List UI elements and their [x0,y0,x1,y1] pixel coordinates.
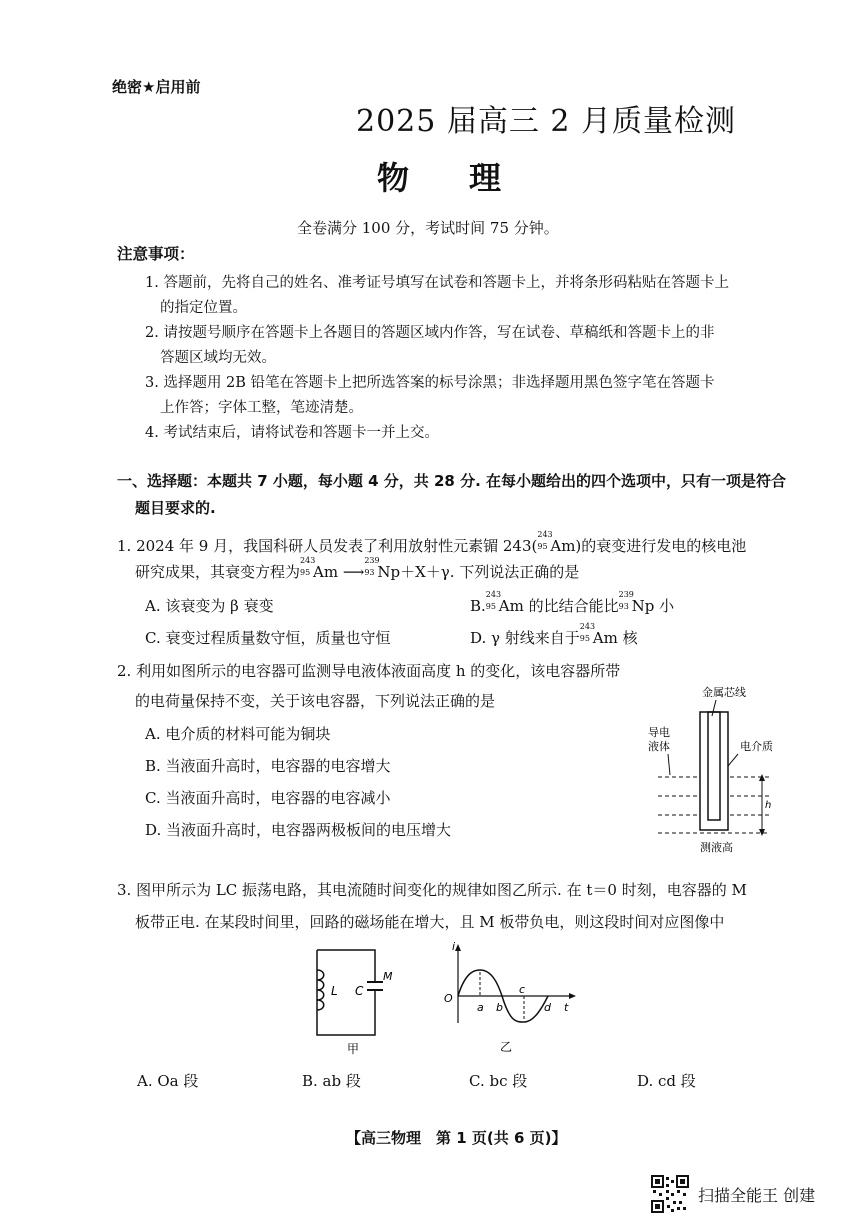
q1-option-c: C. 衰变过程质量数守恒，质量也守恒 [145,629,391,647]
q2-line1: 2. 利用如图所示的电容器可监测导电液体液面高度 h 的变化，该电容器所带 [117,662,621,680]
q3-option-c: C. bc 段 [469,1072,528,1090]
q3-line1: 3. 图甲所示为 LC 振荡电路，其电流随时间变化的规律如图乙所示. 在 t＝0 时刻，电容器的 M [117,881,747,899]
label-liquid-2: 液体 [648,740,670,753]
q1-line2: 研究成果，其衰变方程为 243 95 Am ⟶ 239 93 Np＋X＋γ. 下列说法正确的是 [135,556,580,581]
notice-item: 4. 考试结束后，请将试卷和答题卡一并上交。 [145,425,439,441]
notice-item: 3. 选择题用 2B 铅笔在答题卡上把所选答案的标号涂黑；非选择题用黑色签字笔在答题卡 [145,375,715,391]
nuclide-am: 243 95 [537,530,553,551]
metal-core [708,712,720,820]
svg-text:a: a [477,1001,484,1014]
svg-text:C: C [355,984,364,998]
svg-text:i: i [452,940,456,953]
svg-text:O: O [444,992,453,1005]
svg-text:c: c [519,983,526,996]
q3-option-a: A. Oa 段 [137,1072,199,1090]
subject-title: 物理 [377,159,562,197]
notice-item: 答题区域均无效。 [160,350,276,366]
q1-option-d: D. γ 射线来自于 243 95 Am 核 [470,622,638,647]
notice-title: 注意事项： [117,245,195,263]
current-time-graph [438,938,578,1063]
score-line: 全卷满分 100 分，考试时间 75 分钟。 [297,219,559,237]
label-liquid-1: 导电 [648,726,670,739]
q2-option-d: D. 当液面升高时，电容器两极板间的电压增大 [145,821,452,839]
liquid-level-lines [658,777,770,833]
svg-text:L: L [331,984,338,998]
q2-option-c: C. 当液面升高时，电容器的电容减小 [145,789,391,807]
svg-text:d: d [544,1001,551,1014]
q1-line1: 1. 2024 年 9 月，我国科研人员发表了利用放射性元素镅 243( 243 95 Am)的衰变进行发电的核电池 [117,530,747,555]
q1-option-b: B. 243 95 Am 的比结合能比 239 93 Np 小 [470,590,675,615]
capacitor-figure [640,680,790,855]
notice-item: 上作答；字体工整，笔迹清楚。 [160,400,363,416]
q3-line2: 板带正电. 在某段时间里，回路的磁场能在增大，且 M 板带负电，则这段时间对应图像中 [135,913,725,931]
caption-jia: 甲 [347,1042,360,1056]
scanner-watermark: 扫描全能王 创建 [698,1186,816,1205]
lc-circuit-figure [295,940,395,1065]
notice-item: 2. 请按题号顺序在答题卡上各题目的答题区域内作答，写在试卷、草稿纸和答题卡上的非 [145,325,715,341]
section-heading: 一、选择题：本题共 7 小题，每小题 4 分，共 28 分. 在每小题给出的四个选项中，只有一项是符合 [117,472,787,490]
svg-text:t: t [564,1001,569,1014]
q1-option-a: A. 该衰变为 β 衰变 [145,597,274,615]
notice-item: 1. 答题前，先将自己的姓名、准考证号填写在试卷和答题卡上，并将条形码粘贴在答题卡上 [145,275,729,291]
confidential-mark: 绝密★启用前 [112,78,201,96]
label-dielectric: 电介质 [740,740,773,753]
svg-text:b: b [496,1001,503,1014]
q2-option-b: B. 当液面升高时，电容器的电容增大 [145,757,391,775]
label-bottom: 测液高 [700,841,733,854]
exam-title: 2025 届高三 2 月质量检测 [356,104,737,139]
label-h: h [765,800,772,811]
dielectric-tube [700,712,728,830]
q2-option-a: A. 电介质的材料可能为铜块 [145,725,331,743]
notice-item: 的指定位置。 [160,300,247,316]
label-metal-core: 金属芯线 [702,686,746,699]
q3-option-b: B. ab 段 [302,1072,361,1090]
qr-code-icon [651,1175,689,1213]
svg-text:M: M [383,970,393,983]
q2-line2: 的电荷量保持不变，关于该电容器，下列说法正确的是 [135,692,496,710]
inductor-coil [317,970,324,1010]
q3-option-d: D. cd 段 [637,1072,696,1090]
caption-yi: 乙 [500,1040,513,1054]
page-footer: 【高三物理 第 1 页(共 6 页)】 [346,1129,567,1147]
section-heading-cont: 题目要求的. [135,499,216,517]
